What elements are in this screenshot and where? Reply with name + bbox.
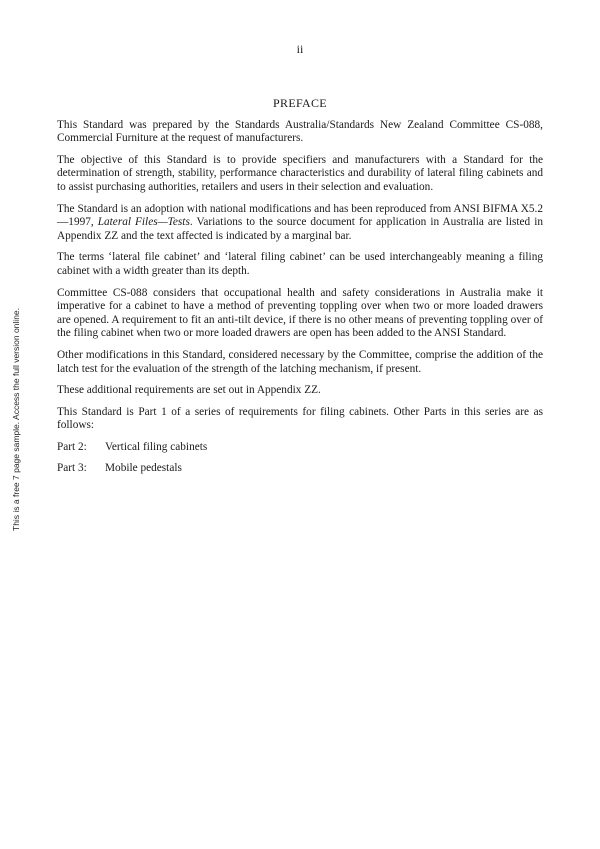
preface-paragraph-1: This Standard was prepared by the Standards Australia/Standards New Zealand Committee CS-088, Commercial Furniture at the request of manufacturers.: [57, 118, 543, 145]
preface-paragraph-3: [57, 203, 543, 244]
page-number: ii: [296, 42, 304, 56]
part-title: Mobile pedestals: [105, 462, 182, 475]
preface-paragraph-2: The objective of this Standard is to provide specifiers and manufacturers with a Standard for the determination of strength, stability, performance characteristics and durability of lateral filing cabinets and to assist purchasing authorities, retailers and users in their selection and evaluation.: [57, 153, 543, 193]
part-list-item: [57, 441, 543, 455]
preface-section: [57, 97, 543, 484]
part-title: Vertical filing cabinets: [105, 440, 208, 453]
preface-paragraph-4: The terms ‘lateral file cabinet’ and ‘lateral filing cabinet’ can be used interchangeably meaning a filing cabinet with a width greater than its depth.: [57, 251, 543, 277]
source-document-title: Lateral Files—Tests: [97, 216, 190, 229]
paragraph-3-text-a: The Standard is an adoption with national modifications and has been reproduced from ANSI BIFMA X5.2—1997,: [57, 202, 543, 229]
sample-notice: This is a free 7 page sample. Access the full version online.: [11, 307, 21, 531]
preface-paragraph-6: Other modifications in this Standard, considered necessary by the Committee, comprise the addition of the latch test for the evaluation of the strength of the latching mechanism, if present.: [57, 348, 543, 375]
paragraph-3-text-b: . Variations to the source document for application in Australia are listed in Appendix ZZ and the text affected is indicated by a marginal bar.: [57, 216, 543, 242]
preface-paragraph-7: These additional requirements are set out in Appendix ZZ.: [57, 384, 321, 397]
preface-paragraph-8: This Standard is Part 1 of a series of requirements for filing cabinets. Other Parts in this series are as follows:: [57, 405, 543, 432]
part-label: Part 3:: [57, 462, 87, 475]
part-list-item: [57, 462, 543, 476]
preface-title: PREFACE: [273, 96, 327, 110]
part-label: Part 2:: [57, 440, 87, 453]
preface-paragraph-5: Committee CS-088 considers that occupational health and safety considerations in Australia make it imperative for a cabinet to have a method of preventing toppling over when two or more loaded drawers are opened. A requirement to fit an anti-tilt device, if there is no other means of preventing toppling over of the filing cabinet when two or more loaded drawers are open has been added to the ANSI Standard.: [57, 286, 543, 340]
